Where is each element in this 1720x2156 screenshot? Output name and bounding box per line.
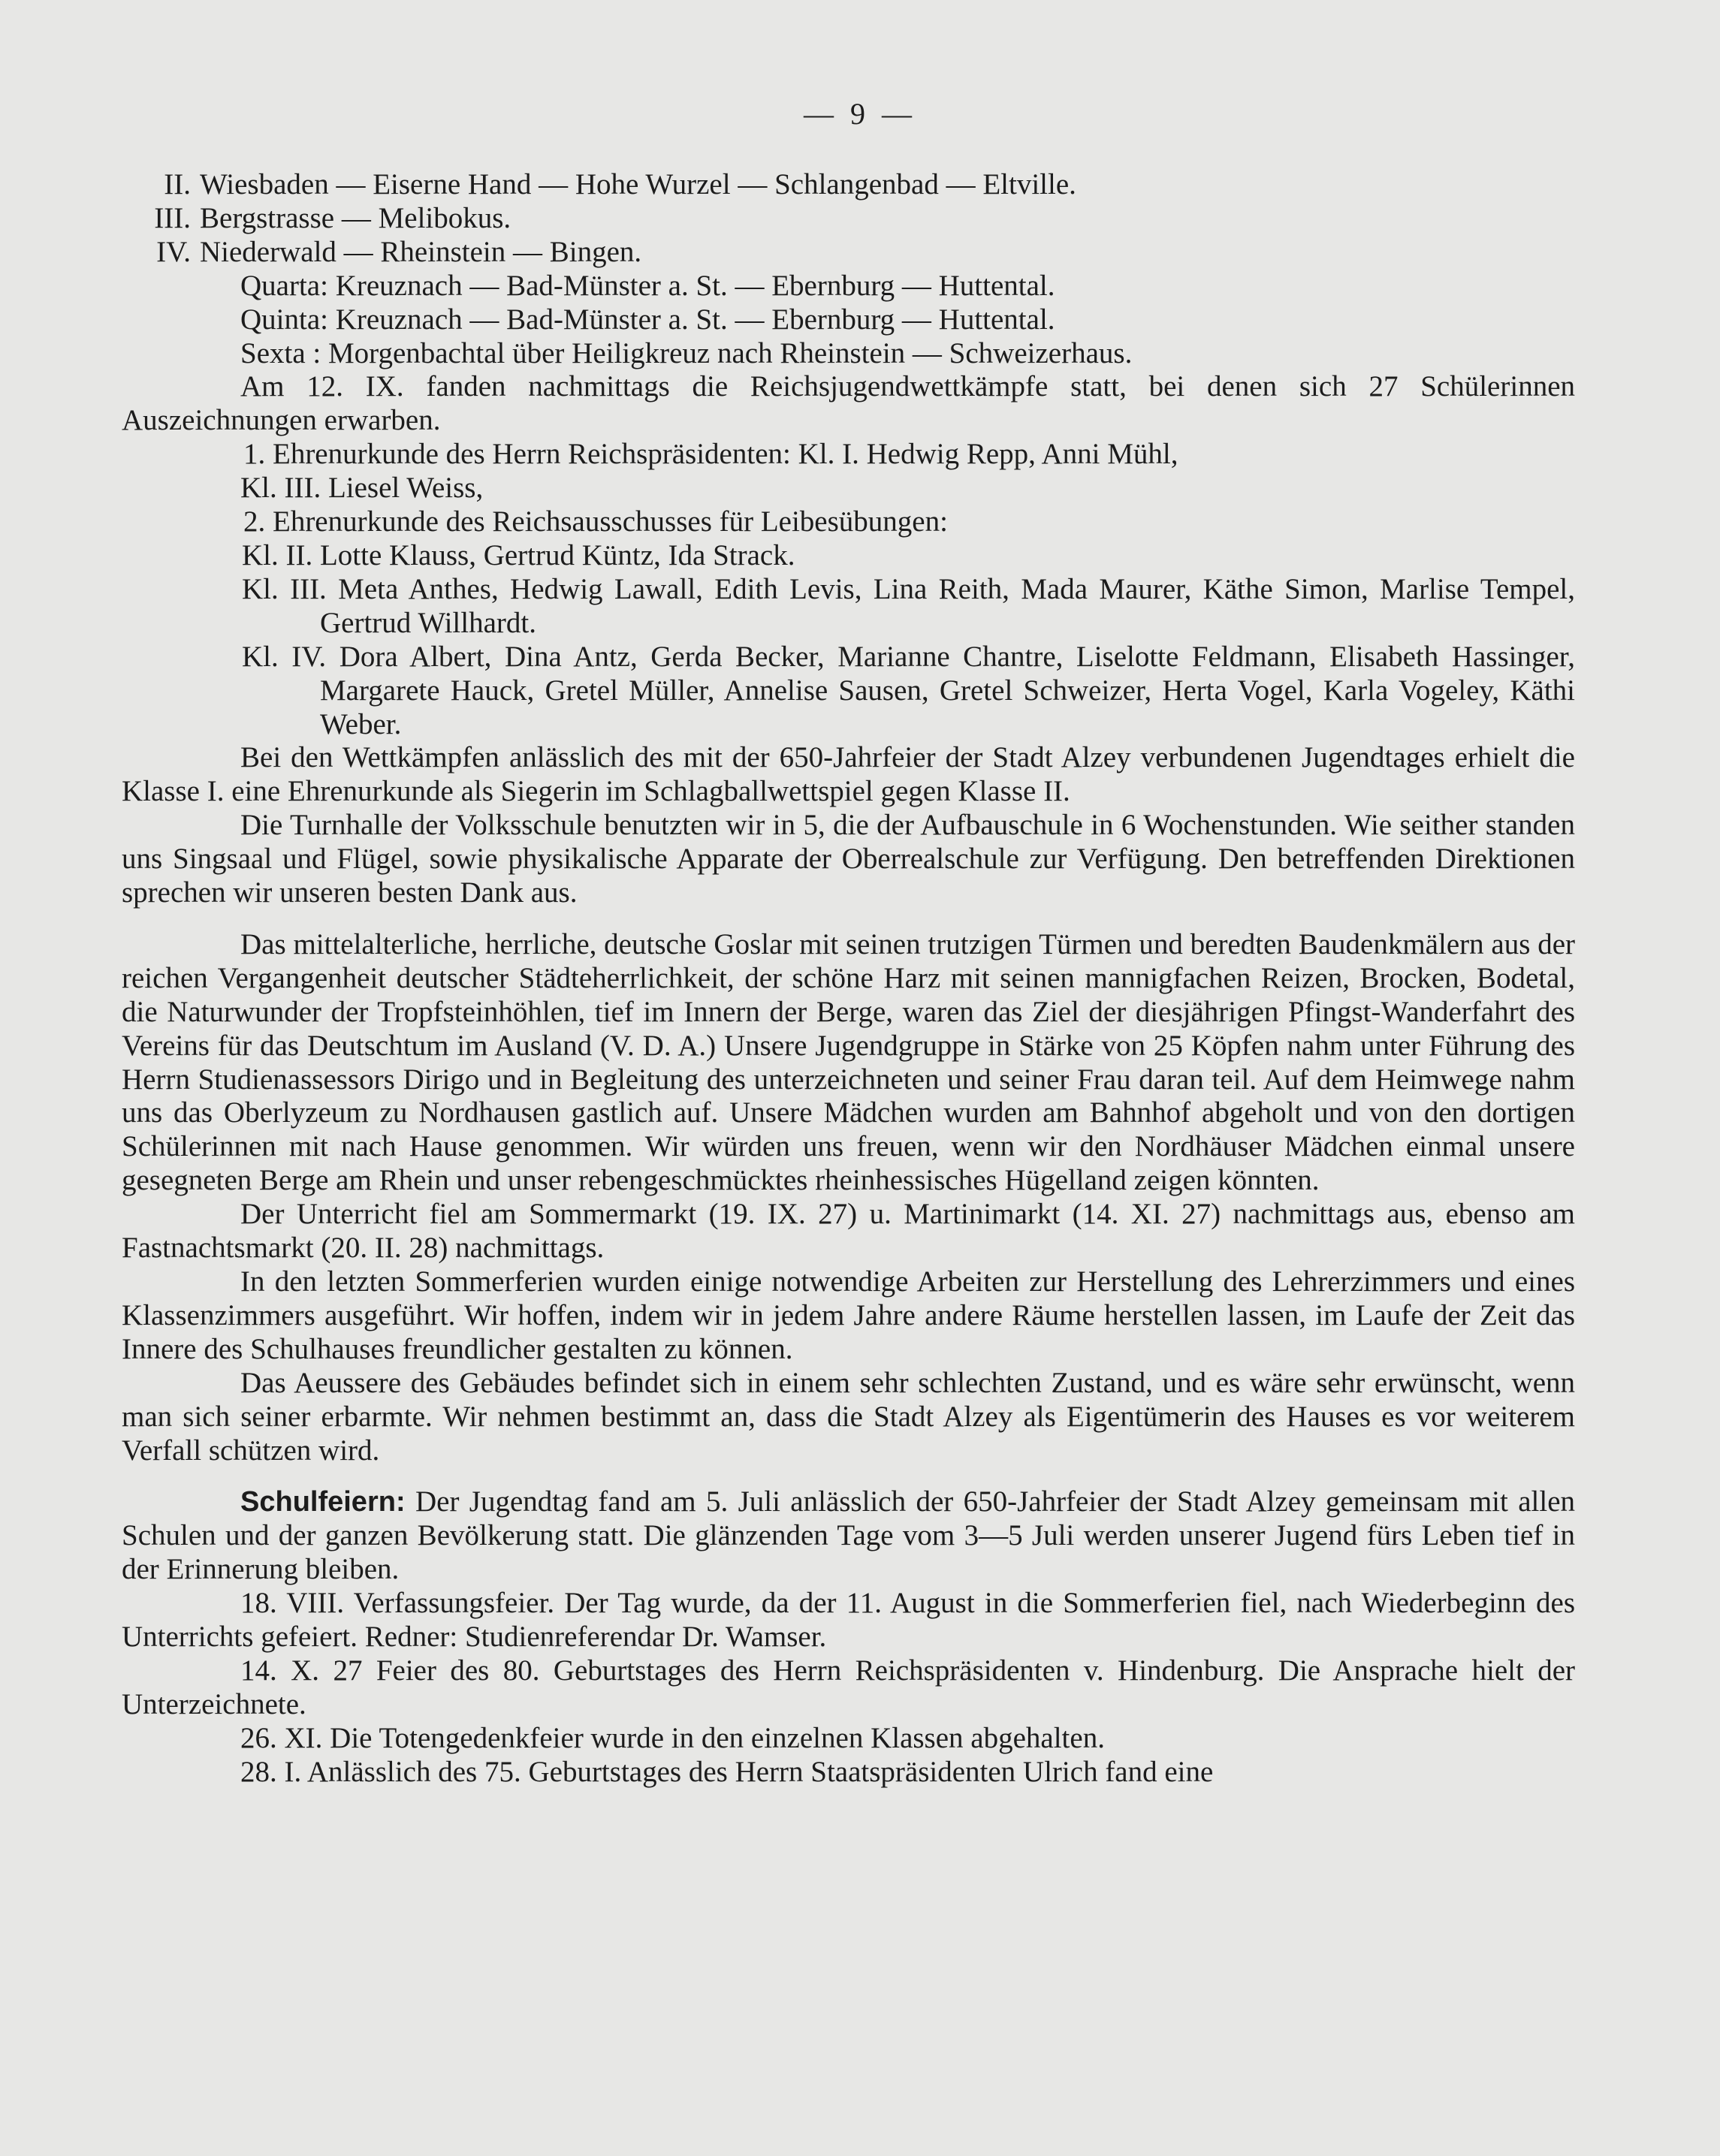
award-1-continuation: Kl. III. Liesel Weiss,	[240, 472, 484, 505]
route-number: IV.	[156, 235, 191, 268]
route-number: II.	[164, 168, 191, 201]
paragraph-jugendtag: Bei den Wettkämpfen anlässlich des mit der 650-Jahrfeier der Stadt Alzey verbundenen Jugendtages erhielt die Klasse I. eine Ehrenurkunde als Siegerin im Schlagballwettspiel gegen Klasse II.	[122, 741, 1575, 808]
paragraph-verfassungsfeier: 18. VIII. Verfassungsfeier. Der Tag wurde, da der 11. August in die Sommerferien fiel, nach Wiederbeginn des Unterrichts gefeiert. Redner: Studienreferendar Dr. Wamser.	[122, 1587, 1575, 1654]
route-text: Bergstrasse — Melibokus.	[200, 201, 511, 234]
paragraph-turnhalle: Die Turnhalle der Volksschule benutzten wir in 5, die der Aufbauschule in 6 Wochenstunden. Wie seither standen uns Singsaal und Flügel, sowie physikalische Apparate der Oberrealschule zur Verfügung. Den betreffenden Direktionen sprechen wir unseren besten Dank aus.	[122, 809, 1575, 909]
schulfeiern-heading: Schulfeiern:	[240, 1486, 406, 1518]
class-route: Quarta: Kreuznach — Bad-Münster a. St. — Ebernburg — Huttental.	[240, 269, 1055, 302]
paragraph-ulrich: 28. I. Anlässlich des 75. Geburtstages des Herrn Staatspräsidenten Ulrich fand eine	[240, 1755, 1214, 1788]
page-body	[122, 168, 1575, 1790]
schulfeiern-text: Der Jugendtag fand am 5. Juli anlässlich der 650-Jahrfeier der Stadt Alzey gemeinsam mit allen Schulen und der ganzen Bevölkerung statt. Die glänzenden Tage vom 3—5 Juli werden unserer Jugend fürs Leben tief in der Erinnerung bleiben.	[122, 1485, 1576, 1586]
route-line	[122, 168, 1575, 202]
paragraph-reichsjugendwettkaempfe: Am 12. IX. fanden nachmittags die Reichsjugendwettkämpfe statt, bei denen sich 27 Schülerinnen Auszeichnungen erwarben.	[122, 370, 1575, 437]
paragraph-schulfeiern	[122, 1485, 1575, 1587]
paragraph-totengedenkfeier: 26. XI. Die Totengedenkfeier wurde in den einzelnen Klassen abgehalten.	[240, 1721, 1105, 1754]
route-number: III.	[154, 201, 191, 234]
paragraph-goslar: Das mittelalterliche, herrliche, deutsche Goslar mit seinen trutzigen Türmen und beredten Baudenkmälern aus der reichen Vergangenheit deutscher Städteherrlichkeit, der schöne Harz mit seinen mannigfachen Reizen, Brocken, Bodetal, die Naturwunder der Tropfsteinhöhlen, tief im Innern der Berge, waren das Ziel der diesjährigen Pfingst-Wanderfahrt des Vereins für das Deutschtum im Ausland (V. D. A.) Unsere Jugendgruppe in Stärke von 25 Köpfen nahm unter Führung des Herrn Studienassessors Dirigo und in Begleitung des unterzeichneten und seiner Frau daran teil. Auf dem Heimwege nahm uns das Oberlyzeum zu Nordhausen gastlich auf. Unsere Mädchen wurden am Bahnhof abgeholt und von den dortigen Schülerinnen mit nach Hause genommen. Wir würden uns freuen, wenn wir den Nordhäuser Mädchen einmal unsere gesegneten Berge am Rhein und unser rebengeschmücktes rheinhessisches Hügelland zeigen könnten.	[122, 927, 1575, 1197]
page-number: — 9 —	[804, 97, 916, 131]
paragraph-sommerferien: In den letzten Sommerferien wurden einige notwendige Arbeiten zur Herstellung des Lehrerzimmers und eines Klassenzimmers ausgeführt. Wir hoffen, indem wir in jedem Jahre andere Räume herstellen lassen, im Laufe der Zeit das Innere des Schulhauses freundlicher gestalten zu können.	[122, 1265, 1575, 1365]
class-route: Sexta : Morgenbachtal über Heiligkreuz nach Rheinstein — Schweizerhaus.	[240, 336, 1133, 369]
award-2-kl-2: Kl. II. Lotte Klauss, Gertrud Küntz, Ida Strack.	[242, 538, 795, 571]
route-text: Niederwald — Rheinstein — Bingen.	[200, 235, 642, 268]
spacer	[122, 1467, 1575, 1485]
route-line	[122, 202, 1575, 236]
award-2-kl-3: Kl. III. Meta Anthes, Hedwig Lawall, Edith Levis, Lina Reith, Mada Maurer, Käthe Simon, Marlise Tempel, Gertrud Willhardt.	[242, 572, 1575, 639]
route-line	[122, 236, 1575, 270]
paragraph-hindenburg: 14. X. 27 Feier des 80. Geburtstages des Herrn Reichspräsidenten v. Hindenburg. Die Ansprache hielt der Unterzeichnete.	[122, 1654, 1575, 1720]
class-route: Quinta: Kreuznach — Bad-Münster a. St. — Ebernburg — Huttental.	[240, 303, 1055, 336]
spacer	[122, 910, 1575, 928]
award-2-kl-4: Kl. IV. Dora Albert, Dina Antz, Gerda Becker, Marianne Chantre, Liselotte Feldmann, Elisabeth Hassinger, Margarete Hauck, Gretel Müller, Annelise Sausen, Gretel Schweizer, Herta Vogel, Karla Vogeley, Käthi Weber.	[242, 640, 1575, 740]
award-2-heading: 2. Ehrenurkunde des Reichsausschusses für Leibesübungen:	[243, 505, 948, 538]
paragraph-unterricht: Der Unterricht fiel am Sommermarkt (19. IX. 27) u. Martinimarkt (14. XI. 27) nachmittags aus, ebenso am Fastnachtsmarkt (20. II. 28) nachmittags.	[122, 1198, 1575, 1265]
paragraph-aeussere: Das Aeussere des Gebäudes befindet sich in einem sehr schlechten Zustand, und es wäre sehr erwünscht, wenn man sich seiner erbarmte. Wir nehmen bestimmt an, dass die Stadt Alzey als Eigentümerin des Hauses es vor weiterem Verfall schützen wird.	[122, 1366, 1575, 1467]
award-1-heading: 1. Ehrenurkunde des Herrn Reichspräsidenten: Kl. I. Hedwig Repp, Anni Mühl,	[243, 438, 1178, 471]
route-text: Wiesbaden — Eiserne Hand — Hohe Wurzel — Schlangenbad — Eltville.	[200, 168, 1076, 201]
